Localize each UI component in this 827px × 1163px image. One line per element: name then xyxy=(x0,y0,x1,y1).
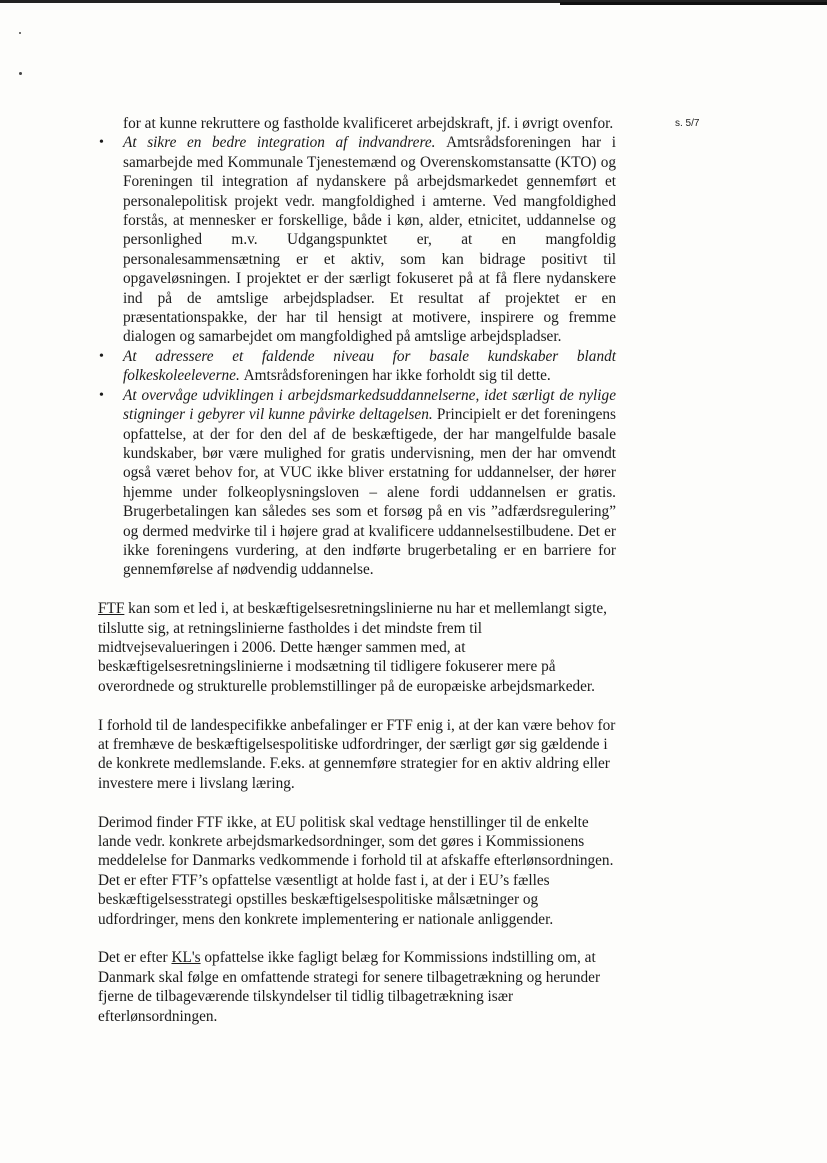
bullet-body: Amtsrådsforeningen har i samarbejde med Kommunale Tjenestemænd og Overenskomstansatte (KTO) og Foreningen til integration af nydanskere på arbejdsmarkedet gennemført et personalepolitisk projekt vedr. mangfoldighed i amterne. Ved mangfoldighed forstås, at mennesker er forskellige, både i køn, alder, etnicitet, uddannelse og personlighed m.v. Udgangspunktet er, at en mangfoldig personalesammensætning er et aktiv, som kan bidrage positivt til opgaveløsningen. I projektet er der særligt fokuseret på at få flere nydanskere ind på de amtslige arbejdspladser. Et resultat af projektet er en præsentationspakke, der har til hensigt at motivere, inspirere og fremme dialogen og samarbejdet om mangfoldighed på amtslige arbejdspladser. xyxy=(123,134,616,346)
kl-label: KL's xyxy=(171,949,201,967)
paragraph-text: kan som et led i, at beskæftigelsesretningslinierne nu har et mellemlangt sigte, tilslutte sig, at retningslinierne fastholdes i det mindste frem til midtvejsevalueringen i 2006. Dette hænger sammen med, at beskæftigelsesretningslinierne i modsætning til tidligere fokuserer mere på overordnede og strukturelle problemstillinger på de europæiske arbejdsmarkeder. xyxy=(98,600,607,695)
paragraph-country-recommendations: I forhold til de landespecifikke anbefalinger er FTF enig i, at der kan være behov for at fremhæve de beskæftigelsespolitiske udfordringer, der særligt gør sig gældende i de konkrete medlemslande. F.eks. at gennemføre strategier for en aktiv aldring eller investere mere i livslang læring. xyxy=(98,716,616,792)
bullet-title: At adressere et faldende niveau for basale kundskaber blandt folkeskoleeleverne. xyxy=(123,347,616,385)
paragraph-text: Det er efter xyxy=(98,949,172,967)
page-number: s. 5/7 xyxy=(675,118,700,129)
top-edge-rule-heavy xyxy=(560,2,827,5)
paragraph-ftf-guidelines xyxy=(98,599,616,696)
paragraph-text: opfattelse ikke fagligt belæg for Kommissions indstilling om, at Danmark skal følge en omfattende strategi for senere tilbagetrækning og herunder fjerne de tilbageværende tilskyndelser til tidlig tilbagetrækning især efterlønsordningen. xyxy=(98,949,601,1025)
paragraph-kl-opinion xyxy=(98,948,616,1026)
continuation-text: for at kunne rekruttere og fastholde kvalificeret arbejdskraft, jf. i øvrigt ovenfor. xyxy=(123,115,614,132)
bullet-item-integration xyxy=(98,133,616,346)
scan-speck xyxy=(19,32,21,34)
paragraph-ftf-disagreement: Derimod finder FTF ikke, at EU politisk skal vedtage henstillinger til de enkelte lande vedr. konkrete arbejdsmarkedsordninger, som det gøres i Kommissionens meddelelse for Danmarks vedkommende i forhold til at afskaffe efterlønsordningen. Det er efter FTF’s opfattelse væsentligt at holde fast i, at der i EU’s fælles beskæftigelsesstrategi opstilles beskæftigelsespolitiske målsætninger og udfordringer, mens den konkrete implementering er nationale anliggender. xyxy=(98,813,614,928)
bullet-icon: • xyxy=(99,348,104,364)
bullet-title: At sikre en bedre integration af indvandrere. xyxy=(123,134,447,152)
bullet-body: Amtsrådsforeningen har ikke forholdt sig til dette. xyxy=(243,367,551,385)
bullet-icon: • xyxy=(99,135,104,151)
bullet-item-basic-skills xyxy=(98,347,616,386)
bullet-item-education-fees xyxy=(98,386,616,580)
ftf-label: FTF xyxy=(98,600,125,618)
bullet-list xyxy=(98,133,616,579)
bullet-title: At overvåge udviklingen i arbejdsmarkedsuddannelserne, idet særligt de nylige stigninger i gebyrer vil kunne påvirke deltagelsen. xyxy=(123,386,616,424)
document-body xyxy=(98,114,616,1026)
bullet-icon: • xyxy=(99,387,104,403)
scan-speck xyxy=(19,72,22,75)
bullet-body: Principielt er det foreningens opfattelse, at der for den del af de beskæftigede, der har mangelfulde basale kundskaber, bør være mulighed for gratis undervisning, men der har omvendt også været behov for, at VUC ikke bliver erstatning for uddannelser, der hører hjemme under folkeoplysningsloven – alene fordi uddannelsen er gratis. Brugerbetalingen kan således ses som et forsøg på en vis ”adfærdsregulering” og dermed medvirke til i højere grad at kvalificere uddannelsestilbudene. Det er ikke foreningens vurdering, at den indførte brugerbetaling er en barriere for gennemførelse af nødvendig uddannelse. xyxy=(123,406,617,579)
